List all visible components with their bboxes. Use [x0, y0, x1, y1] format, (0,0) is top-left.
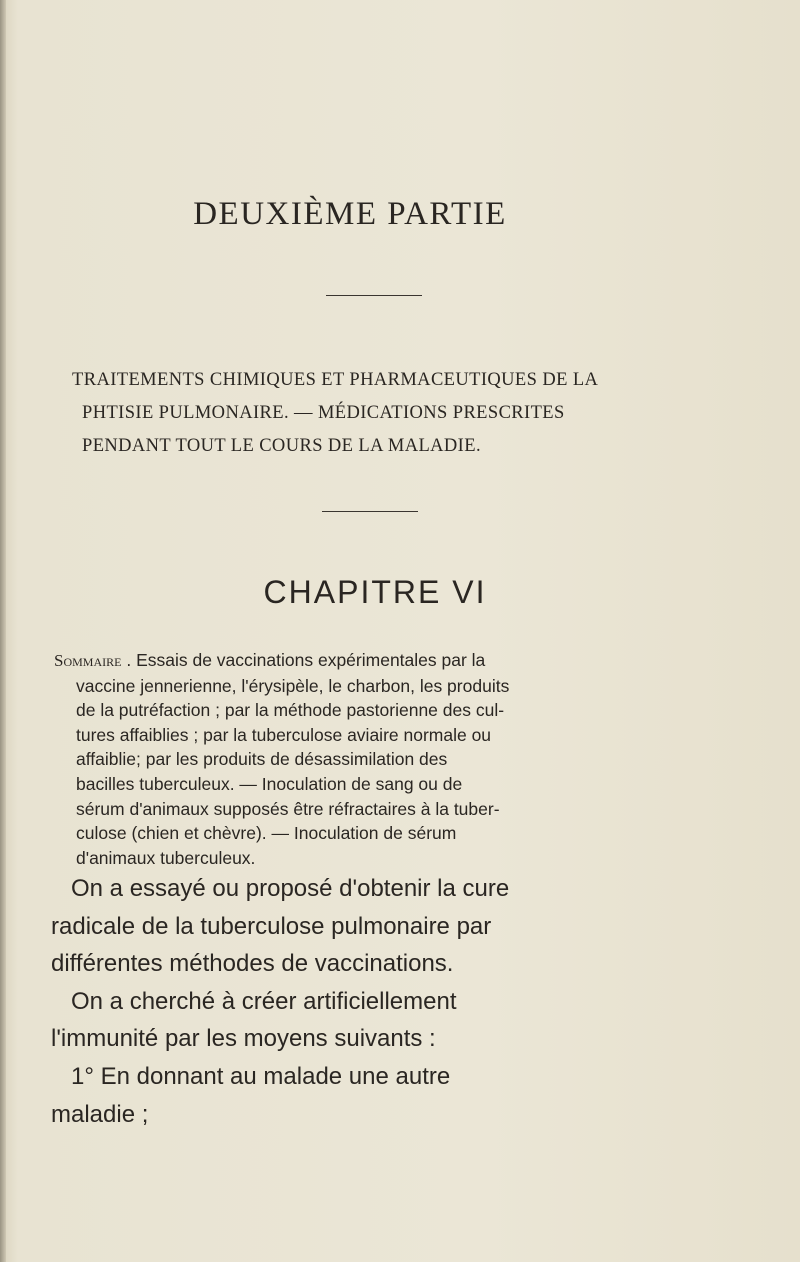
summary-line: vaccine jennerienne, l'érysipèle, le charbon, les produits	[76, 675, 510, 696]
part-subtitle	[72, 364, 740, 463]
summary-line: d'animaux tuberculeux.	[76, 847, 256, 868]
body-line: l'immunité par les moyens suivants :	[51, 1025, 436, 1053]
divider-rule-top	[326, 295, 422, 296]
body-line: différentes méthodes de vaccinations.	[51, 950, 454, 978]
subtitle-line: PENDANT TOUT LE COURS DE LA MALADIE.	[82, 436, 481, 456]
summary-line: affaiblie; par les produits de désassimilation des	[76, 749, 448, 770]
page-binding-edge	[0, 0, 6, 1262]
summary-line: de la putréfaction ; par la méthode pastorienne des cul-	[76, 700, 505, 721]
summary-line-text: . Essais de vaccinations expérimentales par la	[126, 650, 486, 670]
body-line: 1° En donnant au malade une autre	[71, 1062, 451, 1090]
body-line: radicale de la tuberculose pulmonaire par	[51, 912, 492, 940]
body-line: maladie ;	[51, 1100, 149, 1128]
summary-line: bacilles tuberculeux. — Inoculation de sang ou de	[76, 773, 463, 794]
summary-label: Sommaire	[54, 651, 122, 670]
chapter-summary	[54, 648, 744, 870]
body-line: On a cherché à créer artificiellement	[71, 987, 457, 1015]
divider-rule-bottom	[322, 511, 418, 512]
part-title: DEUXIÈME PARTIE	[193, 196, 507, 232]
summary-line: sérum d'animaux supposés être réfractaires à la tuber-	[76, 798, 500, 819]
body-line: On a essayé ou proposé d'obtenir la cure	[71, 875, 510, 902]
summary-line: tures affaiblies ; par la tuberculose aviaire normale ou	[76, 724, 492, 745]
summary-line: culose (chien et chèvre). — Inoculation de sérum	[76, 823, 457, 844]
chapter-title: CHAPITRE VI	[263, 574, 487, 610]
subtitle-line: PHTISIE PULMONAIRE. — MÉDICATIONS PRESCRITES	[82, 403, 565, 423]
summary-line	[54, 648, 744, 674]
subtitle-line: TRAITEMENTS CHIMIQUES ET PHARMACEUTIQUES DE LA	[72, 370, 599, 390]
body-text	[51, 870, 751, 1133]
